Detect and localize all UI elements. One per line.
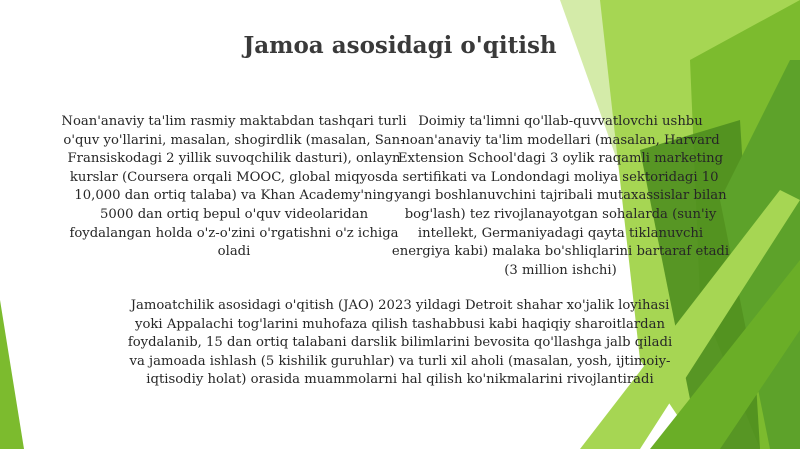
left-accent-shape xyxy=(0,300,24,449)
slide-title: Jamoa asosidagi o'qitish xyxy=(243,32,557,59)
paragraph-left: Noan'anaviy ta'lim rasmiy maktabdan tashqari turli o'quv yo'llarini, masalan, shogirdlik (masalan, San-Fransiskodagi 2 yillik suvoqchilik dasturi), onlayn kurslar (Coursera orqali MOOC, global miqyosda 10,000 dan ortiq talaba) va Khan Academy'ning 5000 dan ortiq bepul o'quv videolaridan foydalangan holda o'z-o'zini o'rgatishni o'z ichiga oladi xyxy=(61,114,407,260)
paragraph-bottom: Jamoatchilik asosidagi o'qitish (JAO) 2023 yildagi Detroit shahar xo'jalik loyihasi yoki Appalachi tog'larini muhofaza qilish tashabbusi kabi haqiqiy sharoitlardan foydalanib, 15 dan ortiq talabani darslik bilimlarini bevosita qo'llashga jalb qiladi va jamoada ishlash (5 kishilik guruhlar) va turli xil aholi (masalan, yosh, ijtimoiy-iqtisodiy holat) orasida muammolarni hal qilish ko'nikmalarini rivojlantiradi xyxy=(127,298,673,388)
paragraph-right: Doimiy ta'limni qo'llab-quvvatlovchi ushbu noan'anaviy ta'lim modellari (masalan, Harvard Extension School'dagi 3 oylik raqamli marketing sertifikati va Londondagi moliya sektoridagi 10 yangi boshlanuvchini tajribali mutaxassislar bilan bog'lash) tez rivojlanayotgan sohalarda (sun'iy intellekt, Germaniyadagi qayta tiklanuvchi energiya kabi) malaka bo'shliqlarini bartaraf etadi (3 million ishchi) xyxy=(391,114,730,278)
